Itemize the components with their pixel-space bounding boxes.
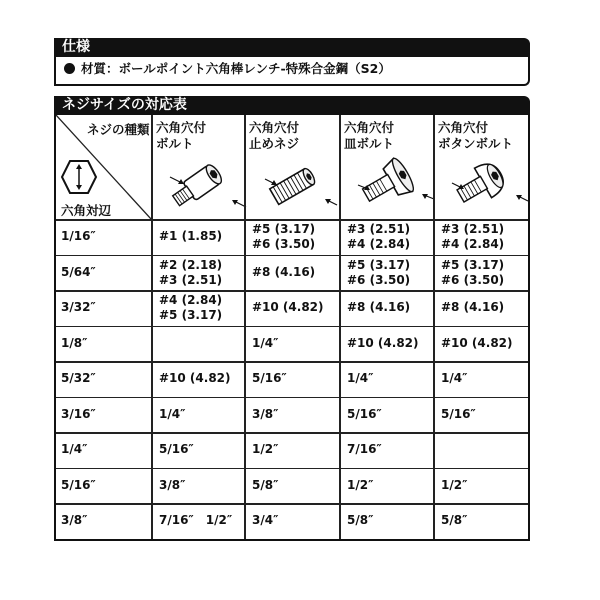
screw-size-value: #5 (3.17) xyxy=(252,222,316,236)
set-screw-icon xyxy=(261,155,341,219)
screw-size-cell xyxy=(252,300,324,315)
spec-section-body xyxy=(54,57,530,86)
screw-size-value: 3/8″ xyxy=(252,406,279,421)
screw-size-cell xyxy=(347,222,410,252)
screw-size-value: 1/4″ xyxy=(441,371,468,385)
screw-size-cell xyxy=(347,442,382,457)
screw-size-cell xyxy=(159,442,194,457)
column-header-socket-head-cap-screw: 六角穴付 ボルト xyxy=(156,120,207,151)
column-divider xyxy=(244,115,246,539)
screw-size-value: #5 (3.17) xyxy=(159,308,223,322)
screw-size-cell xyxy=(347,371,373,386)
screw-size-cell xyxy=(252,478,278,493)
screw-size-value: #3 (2.51) xyxy=(441,222,505,236)
screw-size-cell xyxy=(441,513,467,528)
row-divider xyxy=(56,468,528,470)
hex-size-cell: 1/8″ xyxy=(61,335,88,350)
screw-size-cell xyxy=(252,371,287,386)
hex-size-cell: 5/32″ xyxy=(61,371,96,385)
screw-size-cell xyxy=(441,222,504,252)
screw-size-cell xyxy=(159,407,185,422)
screw-size-value: #10 (4.82) xyxy=(347,335,419,350)
screw-size-cell xyxy=(159,371,231,386)
column-header-button-head-screw: 六角穴付 ボタンボルト xyxy=(438,120,514,151)
flat-head-screw-icon xyxy=(356,155,436,219)
screw-size-value: 1/4″ xyxy=(159,406,186,421)
screw-size-value: #3 (2.51) xyxy=(347,222,411,236)
screw-size-value: 7/16″ 1/2″ xyxy=(159,513,233,527)
screw-size-value: 5/16″ xyxy=(347,406,382,421)
corner-label-hex-size: 六角対辺 xyxy=(61,203,112,218)
screw-size-value: 1/2″ xyxy=(441,477,468,492)
screw-size-value: 1/4″ xyxy=(347,371,374,385)
corner-label-screw-type: ネジの種類 xyxy=(87,122,150,137)
row-divider xyxy=(56,255,528,257)
screw-size-cell xyxy=(441,300,504,315)
screw-size-value: 1/2″ xyxy=(252,442,279,456)
bullet-icon xyxy=(64,63,75,74)
row-divider xyxy=(56,326,528,328)
button-head-screw-icon xyxy=(450,155,530,219)
row-divider xyxy=(56,503,528,505)
screw-size-cell xyxy=(347,300,410,315)
row-divider xyxy=(56,361,528,363)
screw-size-value: #4 (2.84) xyxy=(441,237,505,251)
screw-size-cell xyxy=(252,222,315,252)
screw-size-cell xyxy=(159,258,222,288)
screw-size-value: 3/8″ xyxy=(159,477,186,492)
screw-size-value: #3 (2.51) xyxy=(159,272,223,287)
screw-size-cell xyxy=(159,513,232,528)
screw-size-cell xyxy=(252,513,278,528)
screw-size-value: 5/8″ xyxy=(347,513,374,527)
screw-size-cell xyxy=(252,442,278,457)
hex-size-cell: 3/8″ xyxy=(61,513,88,527)
column-divider xyxy=(339,115,341,539)
screw-size-value: 5/8″ xyxy=(441,513,468,527)
hex-across-flats-icon xyxy=(60,159,98,195)
screw-size-value: #8 (4.16) xyxy=(252,264,316,279)
screw-size-cell xyxy=(441,258,504,288)
screw-size-cell xyxy=(159,293,222,323)
screw-size-value: 1/2″ xyxy=(347,477,374,492)
socket-head-cap-screw-icon xyxy=(168,155,248,219)
screw-size-value: 5/16″ xyxy=(441,406,476,421)
screw-size-cell xyxy=(252,407,278,422)
screw-size-value: #8 (4.16) xyxy=(441,300,505,314)
screw-size-value: #8 (4.16) xyxy=(347,300,411,314)
material-text: 材質：ボールポイント六角棒レンチ-特殊合金鋼（S2） xyxy=(81,61,391,76)
spec-section-title: 仕様 xyxy=(54,38,530,57)
screw-size-value: 7/16″ xyxy=(347,442,382,456)
column-divider xyxy=(151,115,153,539)
screw-size-cell xyxy=(347,258,410,288)
row-divider xyxy=(56,397,528,399)
screw-size-cell xyxy=(441,336,513,351)
screw-size-cell xyxy=(159,229,222,244)
row-divider xyxy=(56,432,528,434)
screw-size-cell xyxy=(347,478,373,493)
hex-size-cell: 1/16″ xyxy=(61,229,96,243)
screw-size-cell xyxy=(441,371,467,386)
screw-size-cell xyxy=(347,336,419,351)
screw-size-cell xyxy=(441,407,476,422)
screw-size-value: #5 (3.17) xyxy=(347,257,411,272)
column-divider xyxy=(433,115,435,539)
screw-size-value: #4 (2.84) xyxy=(159,293,223,307)
column-header-set-screw: 六角穴付 止めネジ xyxy=(249,120,300,151)
screw-size-cell xyxy=(441,478,467,493)
screw-size-table xyxy=(54,115,530,541)
screw-size-value: 1/4″ xyxy=(252,335,279,350)
screw-size-value: #10 (4.82) xyxy=(159,371,231,385)
screw-size-value: #10 (4.82) xyxy=(441,335,513,350)
screw-size-value: #6 (3.50) xyxy=(441,272,505,287)
screw-size-value: 3/4″ xyxy=(252,513,279,527)
hex-size-cell: 3/32″ xyxy=(61,300,96,314)
column-header-flat-head-screw: 六角穴付 皿ボルト xyxy=(344,120,395,151)
row-divider xyxy=(56,290,528,292)
hex-size-cell: 5/16″ xyxy=(61,477,96,492)
table-section-title: ネジサイズの対応表 xyxy=(54,96,530,115)
screw-size-value: #10 (4.82) xyxy=(252,300,324,314)
screw-size-cell xyxy=(252,265,315,280)
row-divider xyxy=(56,219,528,221)
screw-size-cell xyxy=(347,407,382,422)
screw-size-value: 5/16″ xyxy=(159,442,194,456)
screw-size-cell xyxy=(159,478,185,493)
screw-size-value: #1 (1.85) xyxy=(159,229,223,243)
screw-size-value: 5/8″ xyxy=(252,477,279,492)
screw-size-value: #4 (2.84) xyxy=(347,237,411,251)
screw-size-cell xyxy=(252,336,278,351)
screw-size-value: #6 (3.50) xyxy=(252,237,316,251)
screw-size-value: #2 (2.18) xyxy=(159,257,223,272)
screw-size-value: #6 (3.50) xyxy=(347,272,411,287)
screw-size-value: #5 (3.17) xyxy=(441,257,505,272)
screw-size-value: 5/16″ xyxy=(252,371,287,385)
hex-size-cell: 5/64″ xyxy=(61,264,96,279)
screw-size-cell xyxy=(347,513,373,528)
hex-size-cell: 3/16″ xyxy=(61,406,96,421)
hex-size-cell: 1/4″ xyxy=(61,442,88,456)
